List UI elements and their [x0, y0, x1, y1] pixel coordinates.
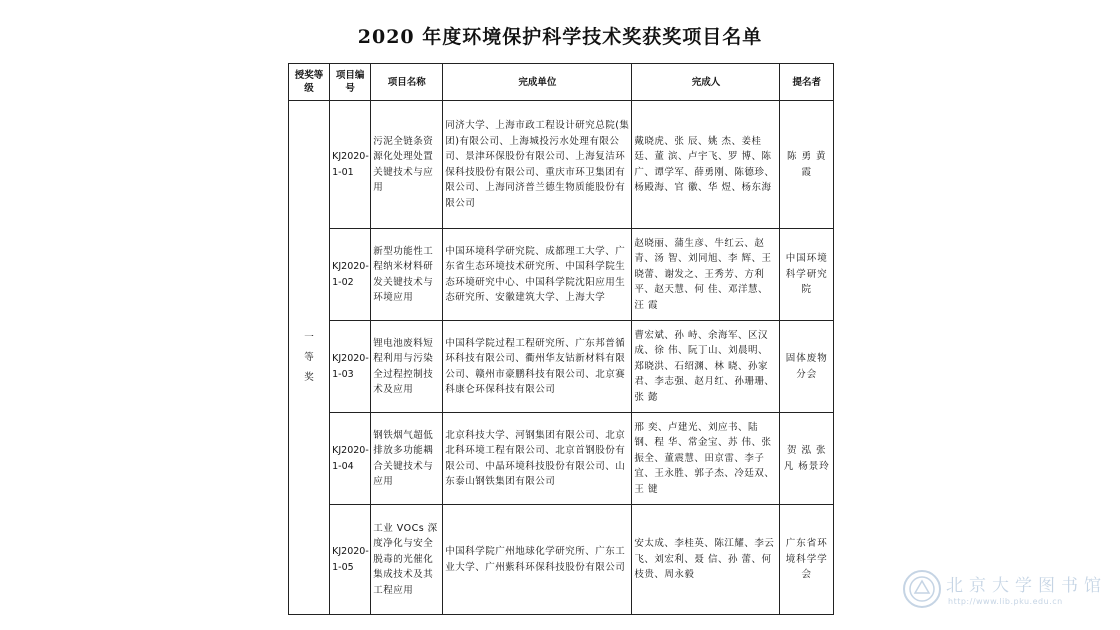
nominator: 贺 泓 张 凡 杨景玲 — [780, 413, 834, 505]
completion-people: 戴晓虎、张 辰、姚 杰、姜桂廷、董 滨、卢宇飞、罗 博、陈 广、谭学军、薛勇刚、陈德珍、杨殿海、官 徽、华 煜、杨东海 — [632, 101, 780, 229]
project-name: 钢铁烟气超低排放多功能耦合关键技术与应用 — [371, 413, 443, 505]
table-row — [289, 229, 834, 321]
watermark-url: http://www.lib.pku.edu.cn — [948, 597, 1063, 606]
project-code: KJ2020-1-04 — [330, 413, 371, 505]
completion-units: 北京科技大学、河钢集团有限公司、北京北科环境工程有限公司、北京首钢股份有限公司、中晶环境科技股份有限公司、山东泰山钢铁集团有限公司 — [443, 413, 632, 505]
library-seal-icon — [902, 569, 942, 609]
project-code: KJ2020-1-02 — [330, 229, 371, 321]
header-unit: 完成单位 — [443, 64, 632, 101]
table-row — [289, 321, 834, 413]
grade-label: 一等奖 — [304, 331, 314, 383]
header-name: 项目名称 — [371, 64, 443, 101]
project-code: KJ2020-1-03 — [330, 321, 371, 413]
project-name: 工业 VOCs 深度净化与安全脱毒的光催化集成技术及其工程应用 — [371, 505, 443, 615]
table-row — [289, 413, 834, 505]
header-nominator: 提名者 — [780, 64, 834, 101]
watermark-name: 北京大学图书馆 — [946, 576, 1107, 596]
library-watermark — [902, 567, 1112, 617]
completion-units: 中国科学院过程工程研究所、广东邦普循环科技有限公司、衢州华友钴新材料有限公司、赣州市豪鹏科技有限公司、北京赛科康仑环保科技有限公司 — [443, 321, 632, 413]
completion-units: 中国环境科学研究院、成都理工大学、广东省生态环境技术研究所、中国科学院生态环境研究中心、中国科学院沈阳应用生态研究所、安徽建筑大学、上海大学 — [443, 229, 632, 321]
nominator: 中国环境科学研究院 — [780, 229, 834, 321]
completion-people: 邢 奕、卢建光、刘应书、陆 钢、程 华、常金宝、苏 伟、张振全、董震慧、田京雷、李子宜、王永胜、郭子杰、冷廷双、王 键 — [632, 413, 780, 505]
completion-units: 中国科学院广州地球化学研究所、广东工业大学、广州紫科环保科技股份有限公司 — [443, 505, 632, 615]
table-row — [289, 101, 834, 229]
completion-people: 曹宏斌、孙 峙、余海军、区汉成、徐 伟、阮丁山、刘晨明、郑晓洪、石绍渊、林 晓、孙家君、李志强、赵月红、孙珊珊、张 懿 — [632, 321, 780, 413]
table-header-row — [289, 64, 834, 101]
nominator: 陈 勇 黄 霞 — [780, 101, 834, 229]
header-grade: 授奖等级 — [289, 64, 330, 101]
nominator: 广东省环境科学学会 — [780, 505, 834, 615]
document-title: 2020 年度环境保护科学技术奖获奖项目名单 — [357, 26, 763, 48]
grade-cell — [289, 101, 330, 615]
nominator: 固体废物分会 — [780, 321, 834, 413]
header-people: 完成人 — [632, 64, 780, 101]
table-row — [289, 505, 834, 615]
project-name: 新型功能性工程纳米材料研发关键技术与环境应用 — [371, 229, 443, 321]
award-table — [288, 63, 834, 615]
project-code: KJ2020-1-05 — [330, 505, 371, 615]
completion-units: 同济大学、上海市政工程设计研究总院(集团)有限公司、上海城投污水处理有限公司、景津环保股份有限公司、上海复洁环保科技股份有限公司、重庆市环卫集团有限公司、上海同济普兰德生物质能股份有限公司 — [443, 101, 632, 229]
project-name: 污泥全链条资源化处理处置关键技术与应用 — [371, 101, 443, 229]
project-name: 锂电池废料短程利用与污染全过程控制技术及应用 — [371, 321, 443, 413]
header-code: 项目编号 — [330, 64, 371, 101]
project-code: KJ2020-1-01 — [330, 101, 371, 229]
completion-people: 安太成、李桂英、陈江耀、李云飞、刘宏利、聂 信、孙 蕾、何枝贵、周永毅 — [632, 505, 780, 615]
completion-people: 赵晓丽、蒲生彦、牛红云、赵 青、汤 智、刘同旭、李 辉、王晓蕾、谢发之、王秀芳、方利平、赵天慧、何 佳、邓洋慧、汪 霞 — [632, 229, 780, 321]
